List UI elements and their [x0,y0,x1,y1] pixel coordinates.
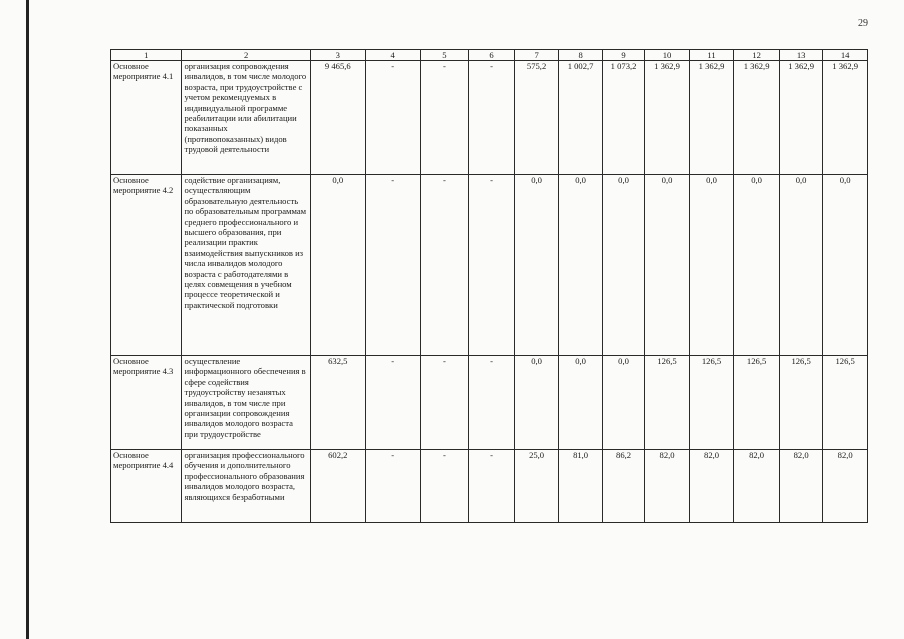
value-cell: - [469,356,515,450]
value-cell: 126,5 [779,356,822,450]
table-row [111,450,868,523]
column-header: 5 [420,50,469,61]
event-name-cell: Основное мероприятие 4.4 [111,450,182,523]
value-cell: 0,0 [602,356,644,450]
event-description-cell: содействие организациям, осуществляющим образовательную деятельность по образовательным программам среднего профессионального и высшего образования, при реализации практик взаимодействия выпускников из числа инвалидов молодого возраста с работодателями в целях совмещения в учебном процессе теоретической и практической подготовки [182,175,310,356]
value-cell: 1 362,9 [645,61,690,175]
column-header: 8 [559,50,602,61]
value-cell: 82,0 [779,450,822,523]
column-header: 6 [469,50,515,61]
value-cell: 126,5 [645,356,690,450]
value-cell: 0,0 [514,175,559,356]
value-cell: 82,0 [823,450,868,523]
value-cell: 25,0 [514,450,559,523]
page-number: 29 [858,18,868,29]
table-header-row [111,50,868,61]
value-cell: 1 362,9 [689,61,734,175]
value-cell: 632,5 [310,356,365,450]
value-cell: 86,2 [602,450,644,523]
value-cell: 0,0 [645,175,690,356]
value-cell: 602,2 [310,450,365,523]
column-header: 3 [310,50,365,61]
value-cell: 1 362,9 [823,61,868,175]
value-cell: 1 362,9 [734,61,780,175]
binding-line [26,0,29,639]
column-header: 1 [111,50,182,61]
column-header: 14 [823,50,868,61]
value-cell: 0,0 [689,175,734,356]
column-header: 13 [779,50,822,61]
value-cell: 82,0 [689,450,734,523]
value-cell: 1 362,9 [779,61,822,175]
value-cell: 0,0 [514,356,559,450]
value-cell: - [365,356,420,450]
value-cell: 1 002,7 [559,61,602,175]
value-cell: 82,0 [734,450,780,523]
value-cell: - [365,450,420,523]
table-row [111,356,868,450]
value-cell: 0,0 [823,175,868,356]
value-cell: 0,0 [559,175,602,356]
event-name-cell: Основное мероприятие 4.3 [111,356,182,450]
column-header: 2 [182,50,310,61]
value-cell: - [420,61,469,175]
table-row [111,61,868,175]
column-header: 10 [645,50,690,61]
event-name-cell: Основное мероприятие 4.2 [111,175,182,356]
value-cell: - [469,175,515,356]
value-cell: 0,0 [734,175,780,356]
column-header: 12 [734,50,780,61]
value-cell: - [420,175,469,356]
column-header: 4 [365,50,420,61]
column-header: 9 [602,50,644,61]
value-cell: 9 465,6 [310,61,365,175]
column-header: 11 [689,50,734,61]
event-description-cell: осуществление информационного обеспечения в сфере содействия трудоустройству незанятых инвалидов, в том числе при организации сопровождения инвалидов молодого возраста при трудоустройстве [182,356,310,450]
value-cell: 0,0 [602,175,644,356]
value-cell: 81,0 [559,450,602,523]
value-cell: - [365,61,420,175]
value-cell: 1 073,2 [602,61,644,175]
value-cell: 126,5 [734,356,780,450]
event-name-cell: Основное мероприятие 4.1 [111,61,182,175]
event-description-cell: организация профессионального обучения и дополнительного профессионального образования инвалидов молодого возраста, являющихся безработными [182,450,310,523]
value-cell: 82,0 [645,450,690,523]
value-cell: 126,5 [823,356,868,450]
value-cell: - [420,450,469,523]
value-cell: - [469,61,515,175]
budget-table [110,49,868,523]
value-cell: 0,0 [310,175,365,356]
value-cell: 0,0 [559,356,602,450]
value-cell: - [420,356,469,450]
value-cell: 575,2 [514,61,559,175]
event-description-cell: организация сопровождения инвалидов, в том числе молодого возраста, при трудоустройстве с учетом рекомендуемых в индивидуальной программе реабилитации или абилитации показанных (противопоказанных) видов трудовой деятельности [182,61,310,175]
value-cell: - [469,450,515,523]
value-cell: - [365,175,420,356]
value-cell: 126,5 [689,356,734,450]
value-cell: 0,0 [779,175,822,356]
table-row [111,175,868,356]
column-header: 7 [514,50,559,61]
